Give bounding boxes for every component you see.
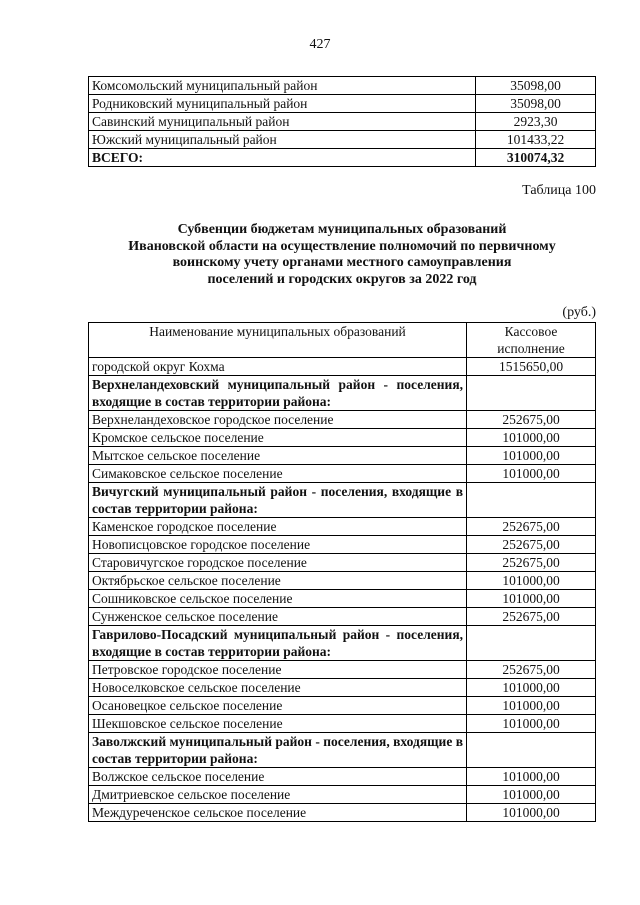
table-row [89, 518, 596, 536]
row-name: Октябрьское сельское поселение [89, 572, 467, 590]
row-value: 252675,00 [467, 608, 596, 626]
row-name: Сунженское сельское поселение [89, 608, 467, 626]
table-title [88, 222, 596, 288]
title-line: воинскому учету органами местного самоуправления [172, 255, 512, 270]
table-row [89, 786, 596, 804]
table-row [89, 429, 596, 447]
column-header-name: Наименование муниципальных образований [89, 323, 467, 358]
row-name: Шекшовское сельское поселение [89, 715, 467, 733]
table-row [89, 77, 596, 95]
district-name: Гаврилово-Посадский муниципальный район - поселения, входящие в состав территории района: [89, 626, 467, 661]
row-value [467, 483, 596, 518]
subventions-table [88, 322, 596, 822]
table-header-row [89, 323, 596, 358]
row-name: Мытское сельское поселение [89, 447, 467, 465]
row-value: 101000,00 [467, 679, 596, 697]
district-header-row [89, 733, 596, 768]
table-row [89, 590, 596, 608]
row-name: Сошниковское сельское поселение [89, 590, 467, 608]
row-name: Междуреченское сельское поселение [89, 804, 467, 822]
table-row [89, 536, 596, 554]
title-line: поселений и городских округов за 2022 год [207, 271, 477, 287]
table-row [89, 358, 596, 376]
row-name: Старовичугское городское поселение [89, 554, 467, 572]
table-row [89, 804, 596, 822]
row-value: 35098,00 [476, 77, 596, 95]
total-row [89, 149, 596, 167]
district-header-row [89, 483, 596, 518]
table-row [89, 113, 596, 131]
row-value: 252675,00 [467, 411, 596, 429]
page-number: 427 [309, 37, 331, 52]
row-name: Кромское сельское поселение [89, 429, 467, 447]
district-header-row [89, 376, 596, 411]
row-name: Петровское городское поселение [89, 661, 467, 679]
district-header-row [89, 626, 596, 661]
row-value [467, 626, 596, 661]
district-name: Заволжский муниципальный район - поселения, входящие в состав территории района: [89, 733, 467, 768]
row-value [467, 376, 596, 411]
row-value: 101000,00 [467, 590, 596, 608]
row-value: 252675,00 [467, 518, 596, 536]
table-row [89, 679, 596, 697]
row-name: Осановецкое сельское поселение [89, 697, 467, 715]
row-name: Волжское сельское поселение [89, 768, 467, 786]
table-row [89, 661, 596, 679]
table-number: Таблица 100 [522, 183, 596, 198]
table-row [89, 554, 596, 572]
table-row [89, 411, 596, 429]
table-row [89, 697, 596, 715]
row-value: 101000,00 [467, 804, 596, 822]
row-value: 101000,00 [467, 465, 596, 483]
row-value: 2923,30 [476, 113, 596, 131]
row-name: Симаковское сельское поселение [89, 465, 467, 483]
row-value: 101000,00 [467, 697, 596, 715]
table-row [89, 608, 596, 626]
title-line: Ивановской области на осуществление полномочий по первичному [128, 238, 556, 254]
row-value [467, 733, 596, 768]
total-label: ВСЕГО: [89, 149, 476, 167]
row-name: Новописцовское городское поселение [89, 536, 467, 554]
district-name: Верхнеландеховский муниципальный район - поселения, входящие в состав территории района: [89, 376, 467, 411]
row-value: 35098,00 [476, 95, 596, 113]
table-row [89, 465, 596, 483]
row-value: 252675,00 [467, 661, 596, 679]
row-name: Каменское городское поселение [89, 518, 467, 536]
row-name: городской округ Кохма [89, 358, 467, 376]
column-header-execution: Кассовое исполнение [467, 323, 596, 358]
table-row [89, 715, 596, 733]
row-value: 1515650,00 [467, 358, 596, 376]
row-name: Верхнеландеховское городское поселение [89, 411, 467, 429]
row-name: Новоселковское сельское поселение [89, 679, 467, 697]
row-value: 101000,00 [467, 786, 596, 804]
row-value: 101000,00 [467, 447, 596, 465]
row-name: Комсомольский муниципальный район [89, 77, 476, 95]
total-value: 310074,32 [476, 149, 596, 167]
previous-table [88, 76, 596, 167]
row-value: 101433,22 [476, 131, 596, 149]
district-name: Вичугский муниципальный район - поселения, входящие в состав территории района: [89, 483, 467, 518]
row-name: Савинский муниципальный район [89, 113, 476, 131]
row-name: Дмитриевское сельское поселение [89, 786, 467, 804]
row-name: Южский муниципальный район [89, 131, 476, 149]
table-row [89, 447, 596, 465]
row-value: 101000,00 [467, 768, 596, 786]
table-row [89, 95, 596, 113]
table-row [89, 131, 596, 149]
title-line: Субвенции бюджетам муниципальных образований [177, 222, 507, 237]
row-value: 101000,00 [467, 572, 596, 590]
table-row [89, 572, 596, 590]
row-name: Родниковский муниципальный район [89, 95, 476, 113]
row-value: 101000,00 [467, 715, 596, 733]
row-value: 252675,00 [467, 536, 596, 554]
row-value: 101000,00 [467, 429, 596, 447]
row-value: 252675,00 [467, 554, 596, 572]
unit-label: (руб.) [562, 305, 596, 320]
table-row [89, 768, 596, 786]
